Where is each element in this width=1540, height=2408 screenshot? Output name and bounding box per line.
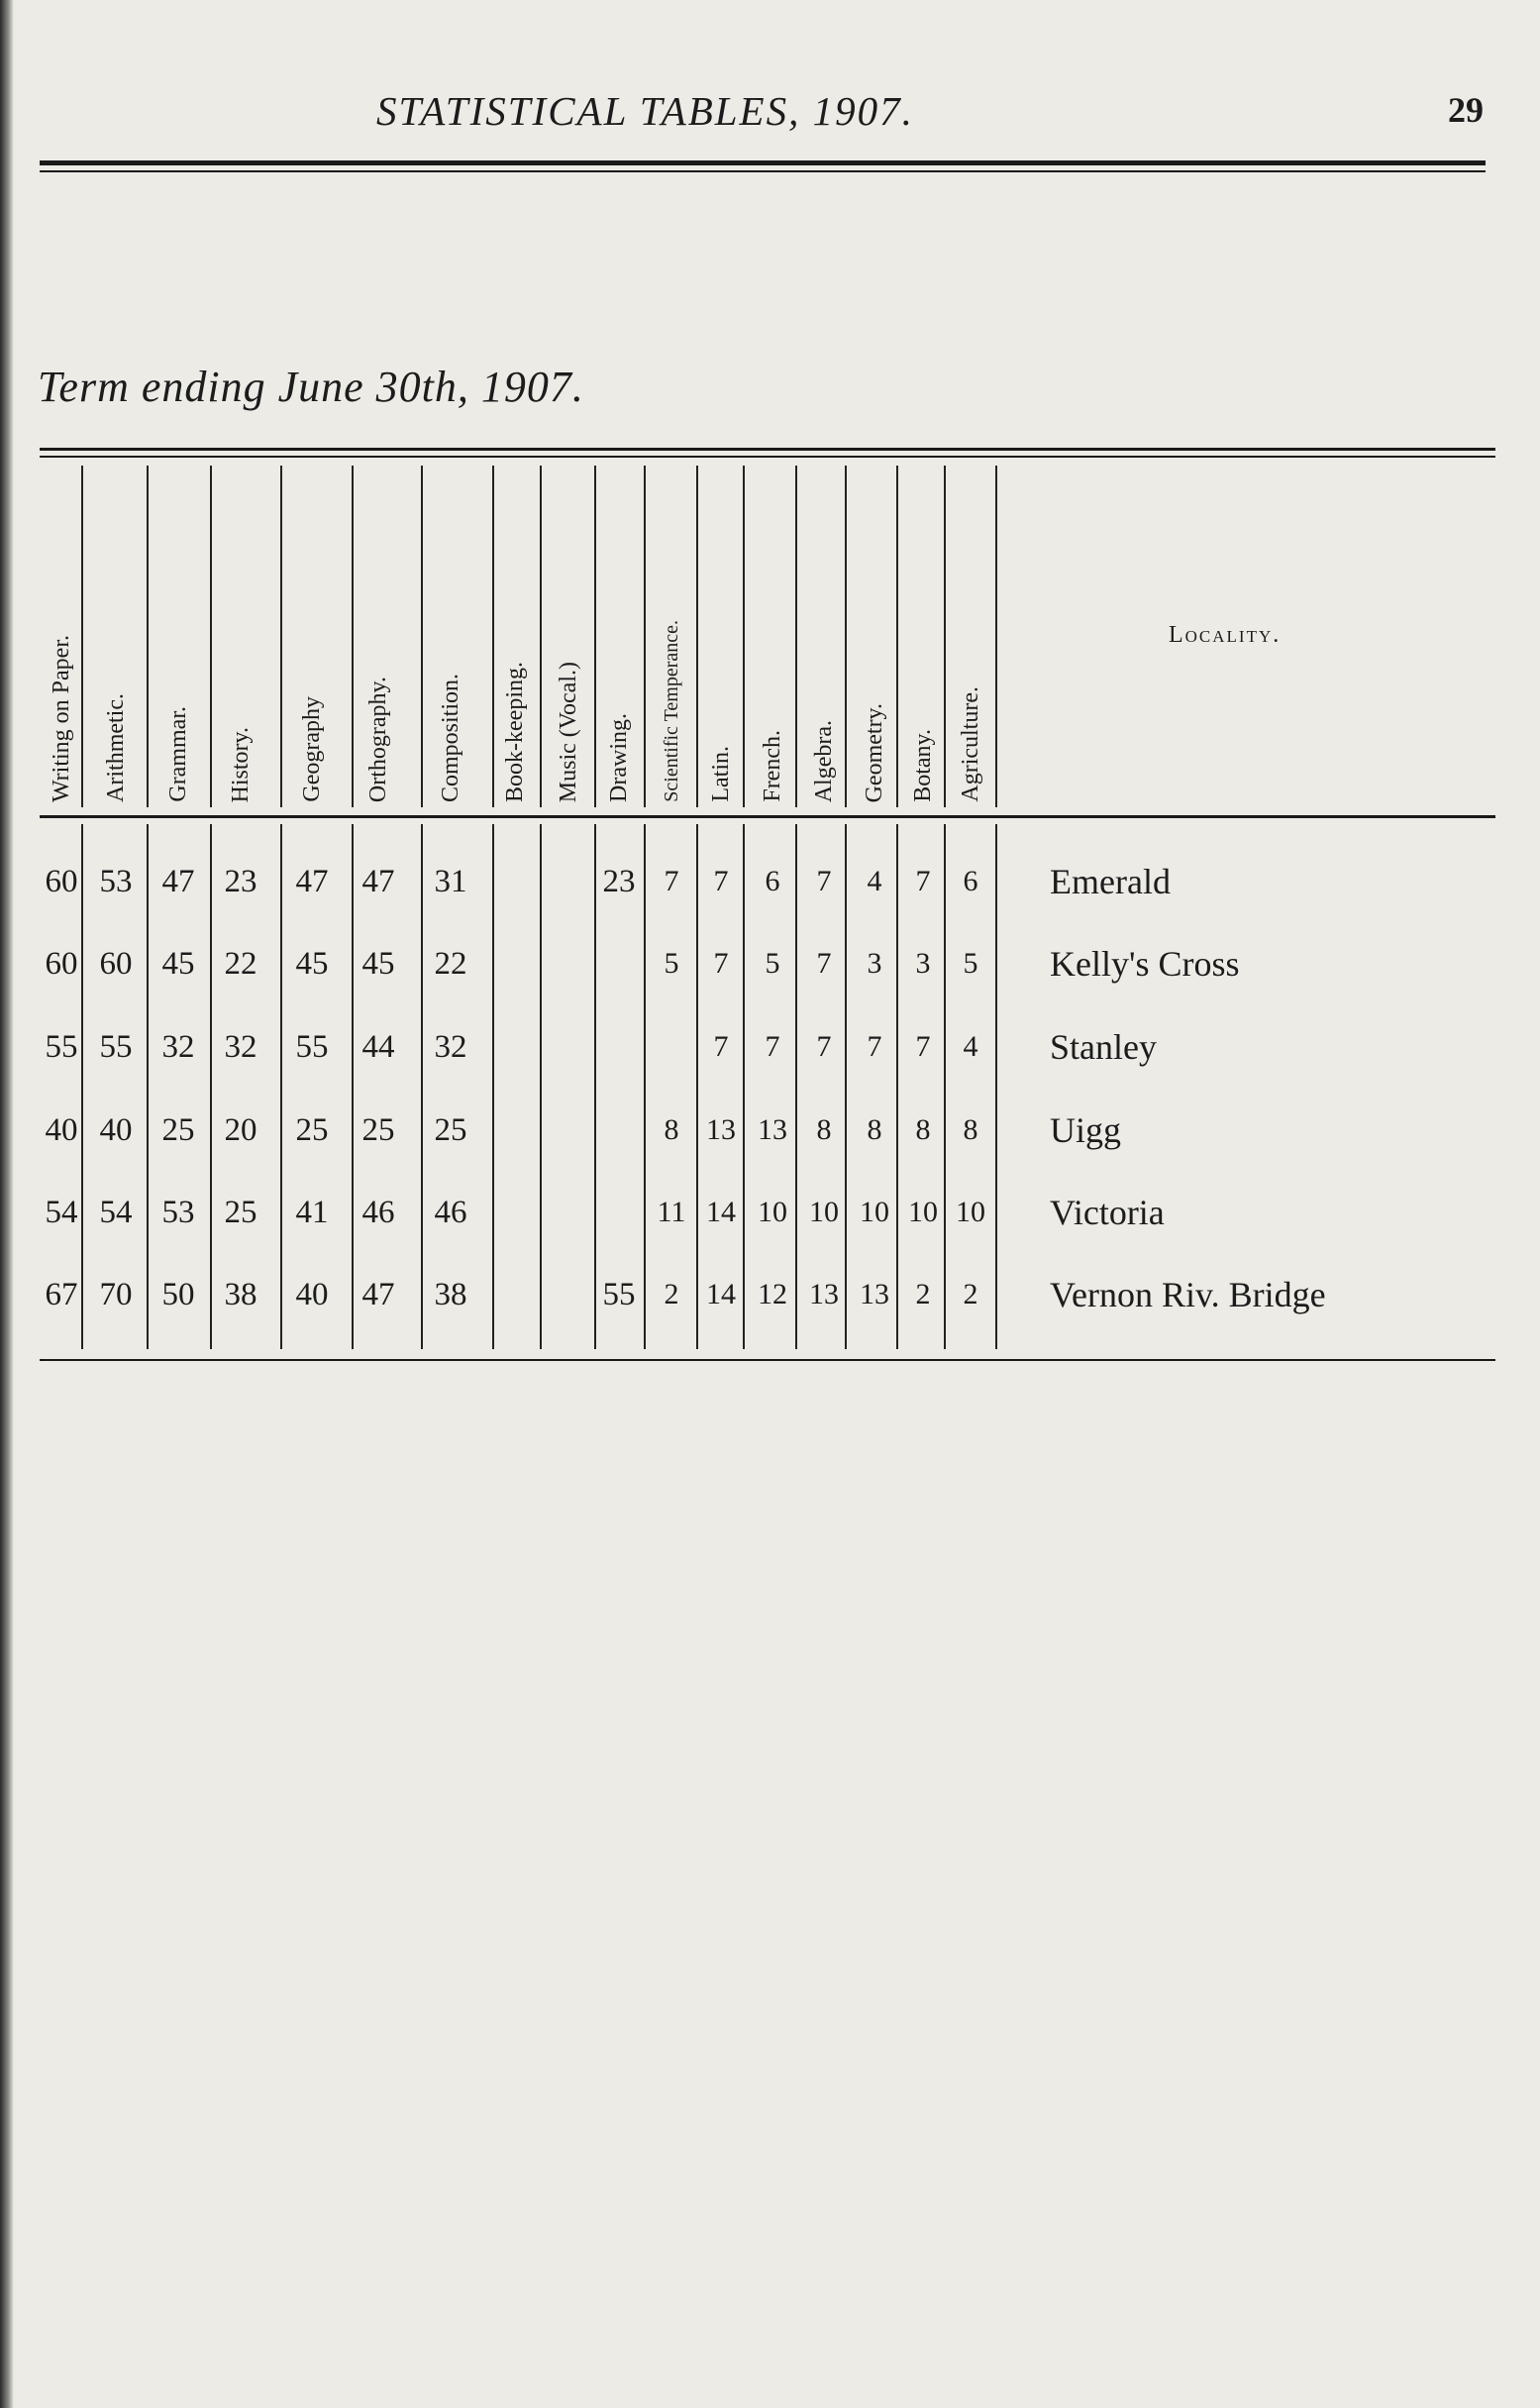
column-header xyxy=(490,466,540,802)
table-cell: 45 xyxy=(361,946,395,982)
column-header xyxy=(37,466,86,802)
column-header-label: Geography xyxy=(299,696,325,802)
table-cell: 40 xyxy=(45,1112,78,1148)
table-cell: 4 xyxy=(867,865,882,897)
table-cell xyxy=(490,857,540,906)
page-number: 29 xyxy=(1448,90,1484,130)
column-header xyxy=(799,466,849,802)
table-cell: 25 xyxy=(361,1112,395,1148)
header-rule xyxy=(40,160,1486,165)
column-divider xyxy=(944,466,946,807)
term-heading: Term ending June 30th, 1907. xyxy=(38,363,584,411)
table-cell: 55 xyxy=(45,1029,78,1065)
table-cell: 5 xyxy=(765,947,780,980)
table-cell xyxy=(594,939,644,989)
table-cell: 10 xyxy=(908,1196,938,1228)
table-cell: 6 xyxy=(963,865,978,897)
column-divider xyxy=(147,466,149,807)
locality-name: Victoria xyxy=(1050,1193,1165,1232)
table-cell: 10 xyxy=(860,1196,889,1228)
column-divider xyxy=(210,466,212,807)
table-cell: 2 xyxy=(664,1278,679,1310)
table-cell: 10 xyxy=(758,1196,787,1228)
column-divider xyxy=(644,824,646,1349)
table-cell: 11 xyxy=(657,1196,686,1228)
table-cell: 32 xyxy=(434,1029,467,1065)
table-cell: 23 xyxy=(224,864,257,899)
table-cell: 70 xyxy=(99,1277,133,1312)
column-header-label: Orthography. xyxy=(365,676,391,802)
table-cell: 47 xyxy=(361,864,395,899)
table-cell: 45 xyxy=(161,946,195,982)
table-cell: 25 xyxy=(224,1195,257,1230)
table-cell: 8 xyxy=(915,1113,931,1146)
column-divider xyxy=(845,466,847,807)
table-cell: 38 xyxy=(224,1277,257,1312)
column-header-label: Book-keeping. xyxy=(502,662,528,802)
column-header xyxy=(898,466,948,802)
column-divider xyxy=(352,466,354,807)
locality-name: Vernon Riv. Bridge xyxy=(1050,1275,1326,1314)
column-header-label: Geometry. xyxy=(862,702,887,802)
table-cell: 8 xyxy=(963,1113,978,1146)
column-header-label: Botany. xyxy=(910,729,936,802)
table-cell: 12 xyxy=(758,1278,787,1310)
column-header-label: Algebra. xyxy=(811,719,837,802)
table-cell: 5 xyxy=(963,947,978,980)
table-cell: 55 xyxy=(99,1029,133,1065)
table-cell: 60 xyxy=(45,946,78,982)
table-cell xyxy=(490,1105,540,1155)
table-top-rule-thin xyxy=(40,456,1495,458)
column-divider xyxy=(644,466,646,807)
column-divider xyxy=(421,466,423,807)
column-header-label: Music (Vocal.) xyxy=(556,661,581,802)
table-cell: 3 xyxy=(915,947,931,980)
table-cell xyxy=(544,1105,593,1155)
table-cell: 7 xyxy=(816,865,832,897)
table-cell: 54 xyxy=(99,1195,133,1230)
column-divider xyxy=(743,466,745,807)
table-cell: 25 xyxy=(161,1112,195,1148)
header-rule-thin xyxy=(40,170,1486,172)
column-header xyxy=(426,466,475,802)
table-cell: 53 xyxy=(99,864,133,899)
column-header-label: History. xyxy=(228,726,254,802)
header-bottom-rule xyxy=(40,815,1495,818)
table-cell xyxy=(490,1188,540,1237)
table-cell: 2 xyxy=(963,1278,978,1310)
table-cell xyxy=(490,939,540,989)
column-header-label: Latin. xyxy=(708,746,734,802)
table-cell: 46 xyxy=(434,1195,467,1230)
column-header xyxy=(946,466,995,802)
table-cell xyxy=(490,1270,540,1319)
table-cell: 8 xyxy=(816,1113,832,1146)
table-cell: 7 xyxy=(915,1030,931,1063)
table-cell: 8 xyxy=(867,1113,882,1146)
column-divider xyxy=(280,466,282,807)
column-divider xyxy=(81,466,83,807)
table-cell: 14 xyxy=(706,1196,736,1228)
running-title: STATISTICAL TABLES, 1907. xyxy=(376,88,914,134)
table-cell: 25 xyxy=(434,1112,467,1148)
locality-name: Uigg xyxy=(1050,1110,1121,1150)
table-cell: 55 xyxy=(602,1277,636,1312)
table-cell: 13 xyxy=(706,1113,736,1146)
table-cell: 3 xyxy=(867,947,882,980)
table-cell: 7 xyxy=(915,865,931,897)
table-cell: 7 xyxy=(713,1030,729,1063)
table-top-rule xyxy=(40,448,1495,451)
table-cell: 14 xyxy=(706,1278,736,1310)
column-header-label: French. xyxy=(760,730,785,802)
column-header xyxy=(647,466,696,802)
table-cell: 7 xyxy=(713,947,729,980)
table-cell: 38 xyxy=(434,1277,467,1312)
table-cell: 13 xyxy=(758,1113,787,1146)
table-cell: 10 xyxy=(956,1196,985,1228)
column-divider xyxy=(492,466,494,807)
table-cell: 53 xyxy=(161,1195,195,1230)
table-cell: 40 xyxy=(99,1112,133,1148)
table-cell: 44 xyxy=(361,1029,395,1065)
column-divider xyxy=(594,466,596,807)
column-header xyxy=(594,466,644,802)
column-header xyxy=(748,466,797,802)
column-header-label: Arithmetic. xyxy=(103,693,129,802)
column-header xyxy=(154,466,203,802)
table-cell: 22 xyxy=(434,946,467,982)
locality-name: Stanley xyxy=(1050,1027,1157,1067)
table-cell: 2 xyxy=(915,1278,931,1310)
table-cell: 50 xyxy=(161,1277,195,1312)
locality-name: Emerald xyxy=(1050,862,1171,901)
locality-name: Kelly's Cross xyxy=(1050,944,1240,984)
column-header xyxy=(354,466,403,802)
table-bottom-rule xyxy=(40,1359,1495,1361)
table-cell: 47 xyxy=(161,864,195,899)
table-cell: 22 xyxy=(224,946,257,982)
table-cell: 47 xyxy=(361,1277,395,1312)
table-cell: 8 xyxy=(664,1113,679,1146)
table-cell: 60 xyxy=(45,864,78,899)
table-cell: 32 xyxy=(161,1029,195,1065)
table-cell: 7 xyxy=(816,947,832,980)
table-cell: 54 xyxy=(45,1195,78,1230)
table-cell: 7 xyxy=(713,865,729,897)
table-cell xyxy=(594,1105,644,1155)
table-cell: 40 xyxy=(295,1277,329,1312)
table-cell: 4 xyxy=(963,1030,978,1063)
table-cell: 5 xyxy=(664,947,679,980)
table-cell xyxy=(544,939,593,989)
column-divider xyxy=(147,824,149,1349)
table-cell: 31 xyxy=(434,864,467,899)
column-divider xyxy=(896,466,898,807)
table-cell: 32 xyxy=(224,1029,257,1065)
table-cell xyxy=(544,1270,593,1319)
column-header-label: Agriculture. xyxy=(958,686,983,802)
column-header-label: Scientific Temperance. xyxy=(661,620,682,802)
column-divider xyxy=(995,824,997,1349)
table-cell: 20 xyxy=(224,1112,257,1148)
table-cell: 7 xyxy=(765,1030,780,1063)
column-divider xyxy=(421,824,423,1349)
table-cell: 67 xyxy=(45,1277,78,1312)
table-cell: 45 xyxy=(295,946,329,982)
table-cell: 47 xyxy=(295,864,329,899)
locality-column-header: Locality. xyxy=(1169,622,1282,648)
column-divider xyxy=(540,466,542,807)
column-header xyxy=(287,466,337,802)
table-cell xyxy=(544,857,593,906)
table-cell: 55 xyxy=(295,1029,329,1065)
column-header xyxy=(216,466,265,802)
column-header-label: Grammar. xyxy=(165,706,191,802)
table-cell: 46 xyxy=(361,1195,395,1230)
table-cell: 25 xyxy=(295,1112,329,1148)
column-divider xyxy=(540,824,542,1349)
table-cell xyxy=(594,1022,644,1072)
table-cell: 23 xyxy=(602,864,636,899)
table-cell: 7 xyxy=(867,1030,882,1063)
column-divider xyxy=(210,824,212,1349)
table-cell: 60 xyxy=(99,946,133,982)
table-cell: 13 xyxy=(809,1278,839,1310)
column-divider xyxy=(995,466,997,807)
column-header xyxy=(696,466,746,802)
table-cell: 13 xyxy=(860,1278,889,1310)
column-divider xyxy=(795,466,797,807)
column-header xyxy=(544,466,593,802)
column-header-label: Writing on Paper. xyxy=(49,634,74,802)
table-cell: 41 xyxy=(295,1195,329,1230)
page-binding-edge xyxy=(0,0,14,2408)
table-cell: 7 xyxy=(816,1030,832,1063)
column-header xyxy=(91,466,141,802)
column-header-label: Drawing. xyxy=(606,713,632,802)
table-cell: 7 xyxy=(664,865,679,897)
table-cell xyxy=(544,1188,593,1237)
column-divider xyxy=(280,824,282,1349)
column-header xyxy=(850,466,899,802)
column-header-label: Composition. xyxy=(438,673,463,802)
table-cell xyxy=(647,1022,696,1072)
table-cell xyxy=(490,1022,540,1072)
table-cell xyxy=(544,1022,593,1072)
table-cell xyxy=(594,1188,644,1237)
table-cell: 6 xyxy=(765,865,780,897)
table-cell: 10 xyxy=(809,1196,839,1228)
column-divider xyxy=(696,466,698,807)
